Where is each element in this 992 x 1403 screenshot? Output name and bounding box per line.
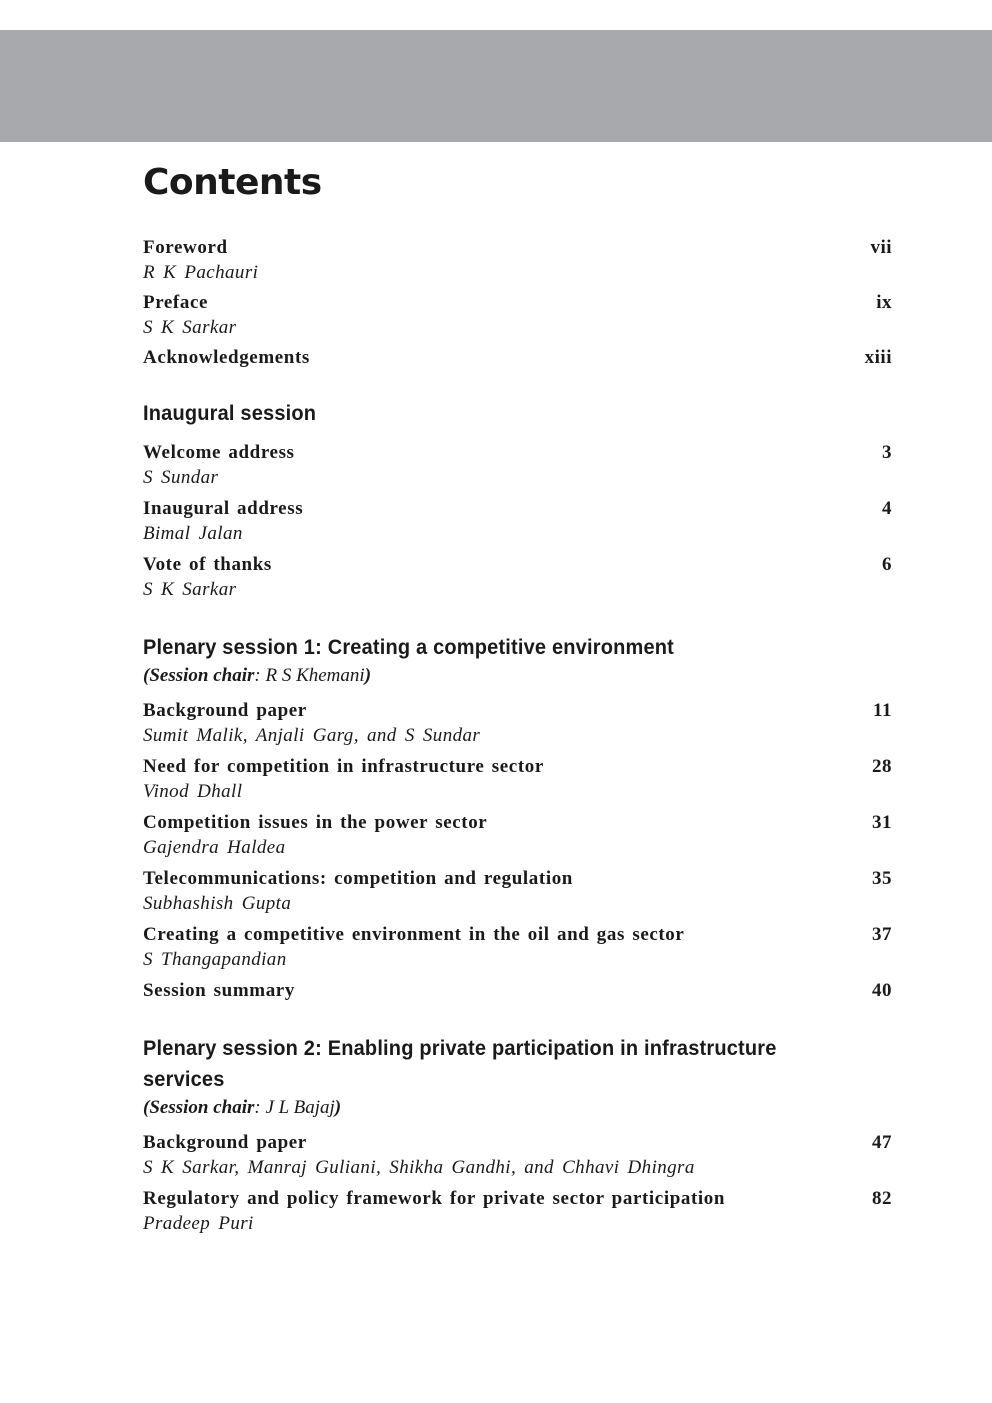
toc-entry-page-number: 4 [882, 498, 892, 519]
toc-entry-author: Pradeep Puri [143, 1213, 254, 1234]
toc-entry-page-number: 11 [873, 700, 892, 721]
header-band [0, 30, 992, 142]
toc-entry-row [143, 441, 892, 465]
toc-entry-page-number: 82 [872, 1188, 892, 1209]
chair-separator: : [254, 665, 266, 686]
toc-entry-row [143, 236, 892, 260]
session-chair [143, 665, 892, 687]
toc-entry-author: S K Sarkar, Manraj Guliani, Shikha Gandhi, and Chhavi Dhingra [143, 1157, 695, 1178]
toc-entry-page-number: 31 [872, 812, 892, 833]
toc-entry-title[interactable]: Regulatory and policy framework for private sector participation [143, 1188, 726, 1209]
toc-entry[interactable] [143, 1187, 892, 1236]
toc-entry-row [143, 979, 892, 1003]
toc-entry-title[interactable]: Acknowledgements [143, 347, 310, 368]
toc-entry-page-number: xiii [864, 347, 892, 368]
toc-entry-title[interactable]: Background paper [143, 700, 307, 721]
toc-entry-author: S K Sarkar [143, 317, 237, 338]
toc-entry-row [143, 291, 892, 315]
contents-body [143, 158, 892, 1243]
toc-section [143, 398, 892, 602]
toc-entry-author: Vinod Dhall [143, 781, 243, 802]
toc-entry-page-number: 47 [872, 1132, 892, 1153]
toc-entry[interactable] [143, 441, 892, 490]
toc-entry[interactable] [143, 236, 892, 285]
toc-entry[interactable] [143, 923, 892, 972]
section-heading: Inaugural session [143, 401, 317, 425]
toc-entry-row [143, 811, 892, 835]
toc-entry-row [143, 553, 892, 577]
toc-entry-page-number: ix [876, 292, 892, 313]
toc-entry-page-number: 40 [872, 980, 892, 1001]
toc-entry-author: S Sundar [143, 467, 219, 488]
toc-entry[interactable] [143, 699, 892, 748]
toc-entry-title[interactable]: Background paper [143, 1132, 307, 1153]
toc-entry-row [143, 1131, 892, 1155]
toc-entry[interactable] [143, 811, 892, 860]
toc-entry-title[interactable]: Telecommunications: competition and regulation [143, 868, 573, 889]
toc-section [143, 632, 892, 1003]
toc-entry[interactable] [143, 755, 892, 804]
toc-entry[interactable] [143, 291, 892, 340]
toc-entry-author: S K Sarkar [143, 579, 237, 600]
toc-entry-row [143, 867, 892, 891]
chair-open-paren: ( [143, 665, 150, 686]
toc-entry-author: S Thangapandian [143, 949, 287, 970]
toc-entry-row [143, 346, 892, 370]
toc-entry-row [143, 1187, 892, 1211]
toc-entry-page-number: 28 [872, 756, 892, 777]
toc-entry-author: Gajendra Haldea [143, 837, 286, 858]
toc-entry[interactable] [143, 1131, 892, 1180]
toc-entry[interactable] [143, 553, 892, 602]
session-chair-name: R S Khemani [265, 665, 365, 686]
front-matter [143, 236, 892, 370]
toc-entry-page-number: vii [870, 237, 892, 258]
toc-entry-title[interactable]: Foreword [143, 237, 228, 258]
toc-entry-author: Sumit Malik, Anjali Garg, and S Sundar [143, 725, 481, 746]
heading-spacer [143, 431, 892, 441]
page-title: Contents [143, 162, 322, 203]
toc-entry-row [143, 699, 892, 723]
session-chair-label: Session chair [149, 665, 255, 686]
toc-entry-page-number: 6 [882, 554, 892, 575]
session-chair-name: J L Bajaj [265, 1097, 335, 1118]
session-chair-label: Session chair [149, 1097, 255, 1118]
toc-entry-page-number: 37 [872, 924, 892, 945]
chair-close-paren: ) [364, 665, 372, 686]
chair-close-paren: ) [334, 1097, 342, 1118]
toc-entry-title[interactable]: Preface [143, 292, 209, 313]
toc-entry-title[interactable]: Session summary [143, 980, 295, 1001]
section-heading: Plenary session 2: Enabling private participation in infrastructure services [143, 1036, 777, 1091]
toc-entry-title[interactable]: Vote of thanks [143, 554, 272, 575]
toc-entry-title[interactable]: Welcome address [143, 442, 295, 463]
chair-open-paren: ( [143, 1097, 150, 1118]
sections-list [143, 398, 892, 1236]
toc-entry-title[interactable]: Inaugural address [143, 498, 304, 519]
toc-entry-author: Bimal Jalan [143, 523, 243, 544]
toc-entry[interactable] [143, 867, 892, 916]
toc-entry-page-number: 3 [882, 442, 892, 463]
chair-separator: : [254, 1097, 266, 1118]
session-chair [143, 1097, 892, 1119]
toc-entry[interactable] [143, 979, 892, 1003]
toc-section [143, 1033, 892, 1236]
toc-entry[interactable] [143, 497, 892, 546]
toc-entry-row [143, 923, 892, 947]
toc-entry-title[interactable]: Need for competition in infrastructure sector [143, 756, 544, 777]
toc-entry-title[interactable]: Creating a competitive environment in the oil and gas sector [143, 924, 685, 945]
toc-entry-title[interactable]: Competition issues in the power sector [143, 812, 488, 833]
section-heading: Plenary session 1: Creating a competitive environment [143, 635, 675, 659]
toc-entry-row [143, 497, 892, 521]
toc-entry-row [143, 755, 892, 779]
toc-entry-page-number: 35 [872, 868, 892, 889]
toc-entry-author: R K Pachauri [143, 262, 259, 283]
toc-entry[interactable] [143, 346, 892, 370]
toc-entry-author: Subhashish Gupta [143, 893, 292, 914]
